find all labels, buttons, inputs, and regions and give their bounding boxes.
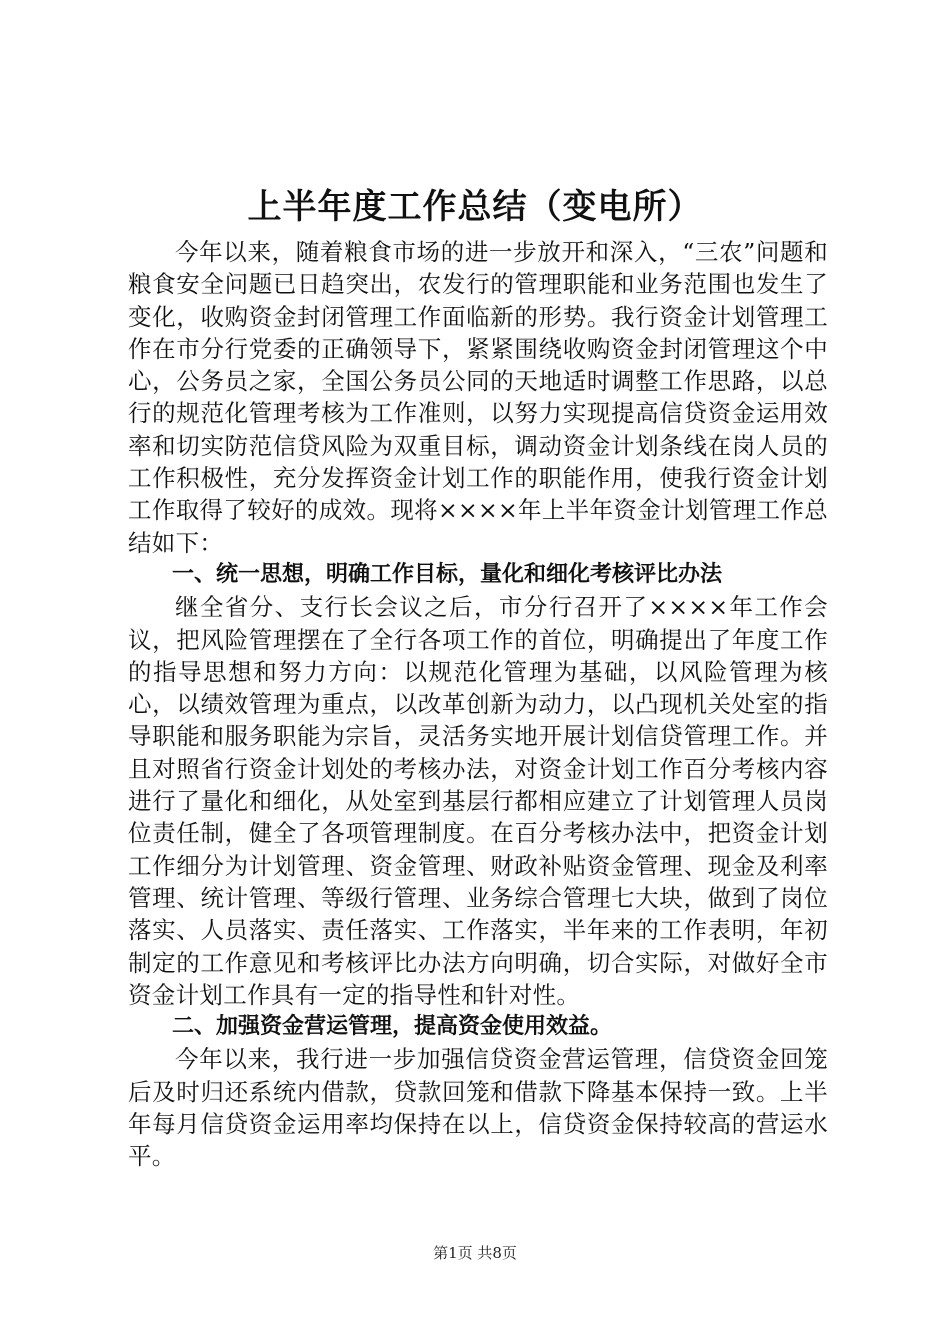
section-paragraph-2: 今年以来，我行进一步加强信贷资金营运管理，信贷资金回笼后及时归还系统内借款，贷款回笼和借款下降基本保持一致。上半年每月信贷资金运用率均保持在以上，信贷资金保持较高的营运水平。	[128, 1045, 828, 1171]
document-title: 上半年度工作总结（变电所）	[247, 187, 703, 227]
section-heading-2: 二、加强资金营运管理，提高资金使用效益。	[172, 1014, 613, 1040]
section-heading-1: 一、统一思想，明确工作目标，量化和细化考核评比办法	[172, 561, 723, 587]
section-paragraph-1: 继全省分、支行长会议之后，市分行召开了××××年工作会议，把风险管理摆在了全行各项工作的首位，明确提出了年度工作的指导思想和努力方向：以规范化管理为基础，以风险管理为核心，以绩效管理为重点，以改革创新为动力，以凸现机关处室的指导职能和服务职能为宗旨，灵活务实地开展计划信贷管理工作。并且对照省行资金计划处的考核办法，对资金计划工作百分考核内容进行了量化和细化，从处室到基层行都相应建立了计划管理人员岗位责任制，健全了各项管理制度。在百分考核办法中，把资金计划工作细分为计划管理、资金管理、财政补贴资金管理、现金及利率管理、统计管理、等级行管理、业务综合管理七大块，做到了岗位落实、人员落实、责任落实、工作落实，半年来的工作表明，年初制定的工作意见和考核评比办法方向明确，切合实际，对做好全市资金计划工作具有一定的指导性和针对性。	[128, 593, 828, 1009]
document-body	[128, 236, 828, 1173]
intro-paragraph: 今年以来，随着粮食市场的进一步放开和深入，“三农”问题和粮食安全问题已日趋突出，农发行的管理职能和业务范围也发生了变化，收购资金封闭管理工作面临新的形势。我行资金计划管理工作在市分行党委的正确领导下，紧紧围绕收购资金封闭管理这个中心，公务员之家，全国公务员公同的天地适时调整工作思路，以总行的规范化管理考核为工作准则，以努力实现提高信贷资金运用效率和切实防范信贷风险为双重目标，调动资金计划条线在岗人员的工作积极性，充分发挥资金计划工作的职能作用，使我行资金计划工作取得了较好的成效。现将××××年上半年资金计划管理工作总结如下：	[128, 238, 828, 557]
page-number-footer: 第1页 共8页	[433, 1244, 517, 1262]
